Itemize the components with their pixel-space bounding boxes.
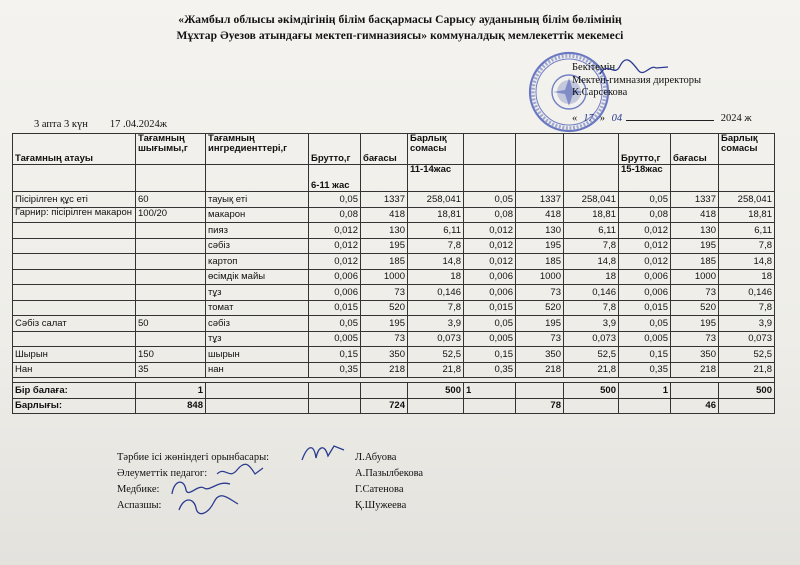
per-child-sum: 500 — [719, 383, 775, 399]
total-value: 46 — [671, 398, 719, 414]
table-cell: 52,5 — [408, 347, 464, 363]
signature-role: Тәрбие ісі жөніндегі орынбасары: — [117, 452, 270, 463]
signature-role: Аспазшы: — [117, 500, 162, 511]
signature-name: Қ.Шужеева — [355, 500, 407, 511]
table-cell: 0,35 — [309, 362, 361, 378]
table-cell: 0,006 — [619, 269, 671, 285]
table-cell: 0,012 — [619, 254, 671, 270]
table-cell: 0,006 — [464, 269, 516, 285]
table-cell: 195 — [516, 316, 564, 332]
table-cell: 0,006 — [464, 285, 516, 301]
table-cell: Сәбіз салат — [13, 316, 136, 332]
table-cell: 258,041 — [408, 192, 464, 208]
approval-month: 04 — [611, 113, 623, 124]
table-cell: 0,006 — [309, 285, 361, 301]
col-header: Тағамның шығымы,г — [136, 134, 206, 165]
table-cell: 7,8 — [408, 300, 464, 316]
table-cell: 0,005 — [619, 331, 671, 347]
table-cell: 60 — [136, 192, 206, 208]
table-cell — [13, 238, 136, 254]
table-cell: 73 — [671, 285, 719, 301]
table-cell: 52,5 — [564, 347, 619, 363]
table-cell: 35 — [136, 362, 206, 378]
table-cell: 130 — [671, 223, 719, 239]
table-cell: 3,9 — [564, 316, 619, 332]
table-cell: томат — [206, 300, 309, 316]
table-cell: 0,073 — [564, 331, 619, 347]
table-cell: 0,005 — [309, 331, 361, 347]
table-cell: 73 — [361, 285, 408, 301]
table-cell: 73 — [361, 331, 408, 347]
table-cell: сәбіз — [206, 238, 309, 254]
table-cell: 418 — [361, 207, 408, 223]
total-value: 848 — [136, 398, 206, 414]
table-row — [13, 192, 775, 208]
age-group-label: 11-14жас — [408, 165, 464, 192]
table-cell: 130 — [361, 223, 408, 239]
table-cell — [136, 331, 206, 347]
table-cell: 7,8 — [564, 300, 619, 316]
table-cell: 18,81 — [719, 207, 775, 223]
table-cell: 195 — [671, 238, 719, 254]
total-value: 724 — [361, 398, 408, 414]
per-child-label: Бір балаға: — [13, 383, 136, 399]
table-cell: сәбіз — [206, 316, 309, 332]
table-cell: 520 — [671, 300, 719, 316]
table-cell: 0,012 — [619, 238, 671, 254]
age-group-label: 15-18жас — [619, 165, 671, 192]
table-cell: 350 — [671, 347, 719, 363]
table-cell: 0,006 — [619, 285, 671, 301]
table-cell: 73 — [516, 285, 564, 301]
table-cell: макарон — [206, 207, 309, 223]
header-line-2: Мұхтар Әуезов атындағы мектеп-гимназиясы» коммуналдық мемлекеттік мекемесі — [176, 30, 624, 42]
table-cell: 218 — [671, 362, 719, 378]
table-cell: 520 — [516, 300, 564, 316]
table-cell: 0,08 — [309, 207, 361, 223]
table-cell: нан — [206, 362, 309, 378]
table-row — [13, 347, 775, 363]
table-cell: 0,05 — [309, 192, 361, 208]
table-cell: 0,05 — [464, 192, 516, 208]
table-cell — [13, 300, 136, 316]
table-cell: Пісірілген құс еті — [13, 192, 136, 208]
col-header: Барлық сомасы — [408, 134, 464, 165]
table-cell: 185 — [516, 254, 564, 270]
col-header — [516, 134, 564, 165]
table-cell: 18,81 — [408, 207, 464, 223]
table-cell: Нан — [13, 362, 136, 378]
table-cell: 18 — [408, 269, 464, 285]
table-cell — [13, 223, 136, 239]
table-cell: 3,9 — [408, 316, 464, 332]
table-cell — [13, 254, 136, 270]
table-cell: 0,146 — [564, 285, 619, 301]
table-row — [13, 316, 775, 332]
col-header: Тағамның ингредиенттері,г — [206, 134, 309, 165]
table-cell: 0,08 — [464, 207, 516, 223]
table-row — [13, 223, 775, 239]
table-cell: 350 — [361, 347, 408, 363]
signature-icon — [176, 492, 240, 518]
table-cell: 0,35 — [464, 362, 516, 378]
menu-date: 17 .04.2024ж — [109, 119, 168, 130]
table-cell: 21,8 — [719, 362, 775, 378]
table-cell: 6,11 — [408, 223, 464, 239]
table-cell: пияз — [206, 223, 309, 239]
table-cell: 0,012 — [309, 254, 361, 270]
table-cell: 0,073 — [408, 331, 464, 347]
table-cell: 0,012 — [309, 223, 361, 239]
table-row — [13, 300, 775, 316]
table-cell: 18,81 — [564, 207, 619, 223]
table-cell: 0,146 — [719, 285, 775, 301]
table-row — [13, 269, 775, 285]
table-cell: 14,8 — [564, 254, 619, 270]
table-cell: 418 — [516, 207, 564, 223]
approval-name: К.Сарсекова — [572, 87, 628, 98]
table-row — [13, 331, 775, 347]
table-cell: 14,8 — [719, 254, 775, 270]
table-cell: 0,005 — [464, 331, 516, 347]
table-cell: 0,15 — [619, 347, 671, 363]
table-cell: 7,8 — [719, 238, 775, 254]
col-header: бағасы — [671, 134, 719, 165]
table-cell: 0,15 — [309, 347, 361, 363]
signature-role: Әлеуметтік педагог: — [117, 468, 208, 479]
col-header: Брутто,г — [619, 134, 671, 165]
col-header: Тағамның атауы — [13, 134, 136, 165]
table-cell: 0,05 — [619, 192, 671, 208]
table-cell: 1000 — [516, 269, 564, 285]
table-cell: тұз — [206, 331, 309, 347]
table-cell: 520 — [361, 300, 408, 316]
signature-name: Л.Абуова — [355, 452, 397, 463]
table-row — [13, 238, 775, 254]
signature-name: А.Пазылбекова — [355, 468, 424, 479]
table-cell: 0,015 — [309, 300, 361, 316]
table-cell: 418 — [671, 207, 719, 223]
table-cell — [13, 269, 136, 285]
table-cell — [13, 331, 136, 347]
signature-role: Медбике: — [117, 484, 160, 495]
col-header — [464, 134, 516, 165]
table-header-row — [13, 134, 775, 165]
table-cell: 195 — [361, 316, 408, 332]
table-cell: 0,05 — [464, 316, 516, 332]
approval-year: 2024 ж — [720, 113, 752, 124]
per-child-value: 1 — [464, 383, 516, 399]
table-cell — [136, 223, 206, 239]
table-cell: 7,8 — [564, 238, 619, 254]
table-cell: 3,9 — [719, 316, 775, 332]
approval-title: Бекітемін — [572, 62, 616, 73]
table-cell: 350 — [516, 347, 564, 363]
table-cell: 100/20 — [136, 207, 206, 223]
table-cell: 1000 — [361, 269, 408, 285]
table-cell: 1337 — [671, 192, 719, 208]
table-cell: 0,08 — [619, 207, 671, 223]
table-cell: 1000 — [671, 269, 719, 285]
table-cell: 21,8 — [408, 362, 464, 378]
table-cell: 1337 — [516, 192, 564, 208]
per-child-row — [13, 383, 775, 399]
table-cell: 150 — [136, 347, 206, 363]
menu-label — [34, 119, 189, 130]
table-cell — [13, 285, 136, 301]
per-child-value: 1 — [136, 383, 206, 399]
table-cell: өсімдік майы — [206, 269, 309, 285]
table-cell: 73 — [516, 331, 564, 347]
table-cell — [136, 254, 206, 270]
table-cell: 14,8 — [408, 254, 464, 270]
table-cell: тауық еті — [206, 192, 309, 208]
week-day: 3 апта 3 күн — [34, 119, 88, 130]
table-cell: 73 — [671, 331, 719, 347]
signature-icon — [300, 440, 346, 466]
table-cell: картоп — [206, 254, 309, 270]
table-cell: 18 — [564, 269, 619, 285]
table-row — [13, 254, 775, 270]
table-cell: 1337 — [361, 192, 408, 208]
table-cell: 130 — [516, 223, 564, 239]
table-cell: 185 — [671, 254, 719, 270]
table-cell: 0,012 — [619, 223, 671, 239]
signature-name: Г.Сатенова — [355, 484, 404, 495]
per-child-value: 1 — [619, 383, 671, 399]
table-cell: тұз — [206, 285, 309, 301]
table-row — [13, 362, 775, 378]
table-cell — [136, 285, 206, 301]
table-cell: 258,041 — [719, 192, 775, 208]
col-header: Брутто,г — [309, 134, 361, 165]
table-cell: 0,05 — [309, 316, 361, 332]
table-cell: 0,012 — [464, 254, 516, 270]
table-cell — [136, 269, 206, 285]
menu-table — [12, 133, 775, 414]
age-group-label: 6-11 жас — [309, 165, 361, 192]
per-child-sum: 500 — [564, 383, 619, 399]
director-signature-icon — [598, 58, 670, 80]
table-cell: 7,8 — [408, 238, 464, 254]
approval-day: 17 — [583, 113, 594, 124]
col-header: Барлық сомасы — [719, 134, 775, 165]
table-cell: 0,015 — [464, 300, 516, 316]
table-cell: 6,11 — [719, 223, 775, 239]
table-row — [13, 285, 775, 301]
table-cell: 258,041 — [564, 192, 619, 208]
table-cell: 0,146 — [408, 285, 464, 301]
table-cell — [136, 238, 206, 254]
table-cell: Шырын — [13, 347, 136, 363]
total-value: 78 — [516, 398, 564, 414]
table-cell: 21,8 — [564, 362, 619, 378]
approval-position: Мектеп-гимназия директоры — [572, 74, 702, 86]
approval-date: « 17 » 04 2024 ж — [572, 113, 752, 124]
total-label: Барлығы: — [13, 398, 136, 414]
per-child-sum: 500 — [408, 383, 464, 399]
col-header: бағасы — [361, 134, 408, 165]
table-cell: шырын — [206, 347, 309, 363]
table-cell: 0,05 — [619, 316, 671, 332]
table-row — [13, 207, 775, 223]
table-cell: 195 — [361, 238, 408, 254]
table-cell: 0,073 — [719, 331, 775, 347]
table-cell: 195 — [671, 316, 719, 332]
table-cell: 0,15 — [464, 347, 516, 363]
age-group-row — [13, 165, 775, 192]
table-cell: 0,006 — [309, 269, 361, 285]
table-cell: 7,8 — [719, 300, 775, 316]
table-cell: 50 — [136, 316, 206, 332]
table-cell: 0,35 — [619, 362, 671, 378]
header-line-1: «Жамбыл облысы әкімдігінің білім басқармасы Сарысу ауданының білім бөлімінің — [178, 14, 622, 26]
table-cell: Гарнир: пісірілген макарон — [13, 207, 136, 223]
table-cell: 218 — [361, 362, 408, 378]
table-cell: 185 — [361, 254, 408, 270]
table-cell: 0,012 — [464, 238, 516, 254]
table-cell: 218 — [516, 362, 564, 378]
table-cell: 0,012 — [464, 223, 516, 239]
col-header — [564, 134, 619, 165]
table-cell: 6,11 — [564, 223, 619, 239]
table-cell: 195 — [516, 238, 564, 254]
table-cell: 52,5 — [719, 347, 775, 363]
table-cell: 18 — [719, 269, 775, 285]
table-cell: 0,012 — [309, 238, 361, 254]
table-cell — [136, 300, 206, 316]
total-row — [13, 398, 775, 414]
table-cell: 0,015 — [619, 300, 671, 316]
